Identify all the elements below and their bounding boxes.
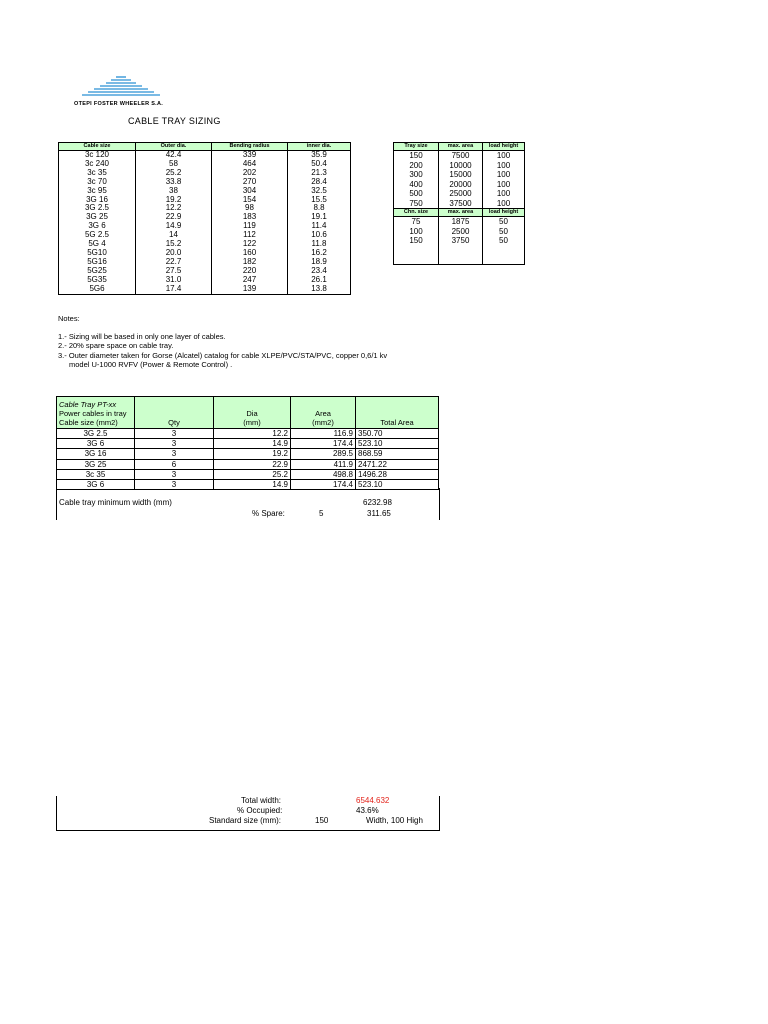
table-cell: 270	[212, 178, 288, 187]
table-cell: 116.9	[291, 429, 356, 439]
table-row	[394, 161, 525, 171]
table-cell: 50.4	[288, 160, 351, 169]
table-cell: 3750	[439, 236, 483, 246]
table-cell: 21.3	[288, 169, 351, 178]
table-cell: 100	[483, 151, 525, 161]
table-row	[394, 217, 525, 227]
table-row	[59, 187, 351, 196]
table-cell: 50	[483, 227, 525, 237]
table-cell: 3c 120	[59, 151, 136, 160]
table-cell: 3G 25	[59, 213, 136, 222]
table-row	[59, 240, 351, 249]
table-cell: 42.4	[136, 151, 212, 160]
standard-size-desc: Width, 100 High	[366, 816, 423, 825]
table-row	[394, 199, 525, 209]
company-logo	[80, 75, 162, 99]
table-row	[59, 276, 351, 285]
page-title: CABLE TRAY SIZING	[128, 116, 221, 126]
column-header: load height	[483, 143, 525, 151]
table-cell: 28.4	[288, 178, 351, 187]
column-header: max. area	[439, 143, 483, 151]
table-cell: 304	[212, 187, 288, 196]
table-cell: 300	[394, 170, 439, 180]
table-row	[57, 429, 439, 439]
cable-tray-header	[57, 397, 135, 429]
table-cell: 183	[212, 213, 288, 222]
column-header: Bending radius	[212, 143, 288, 151]
table-cell: 3G 6	[59, 222, 136, 231]
total-width-label: Total width:	[241, 796, 282, 805]
table-cell: 16.2	[288, 249, 351, 258]
table-row	[59, 169, 351, 178]
note-item: 1.- Sizing will be based in only one layer of cables.	[58, 331, 226, 341]
table-cell: 23.4	[288, 267, 351, 276]
table-cell: 202	[212, 169, 288, 178]
table-cell: 12.2	[136, 204, 212, 213]
channel-header-row	[394, 209, 525, 217]
table-cell: 3	[135, 469, 214, 479]
table-cell: 182	[212, 258, 288, 267]
table-cell: 3G 2.5	[59, 204, 136, 213]
table-cell: 220	[212, 267, 288, 276]
result-box	[56, 796, 440, 831]
standard-size-label: Standard size (mm):	[209, 816, 282, 825]
note-item: model U-1000 RVFV (Power & Remote Control) .	[69, 360, 233, 369]
table-cell: 20000	[439, 180, 483, 190]
table-cell: 19.2	[214, 449, 291, 459]
table-cell: 10.6	[288, 231, 351, 240]
table-cell: 15000	[439, 170, 483, 180]
table-cell: 17.4	[136, 285, 212, 294]
table-cell: 12.2	[214, 429, 291, 439]
spare-label: % Spare:	[252, 509, 285, 518]
area-header-unit: (mm2)	[312, 418, 334, 427]
table-cell: 2500	[439, 227, 483, 237]
table-cell: 100	[394, 227, 439, 237]
table-cell: 15.5	[288, 196, 351, 205]
dia-header-label: Dia	[246, 409, 258, 418]
table-cell: 1875	[439, 217, 483, 227]
spare-percent: 5	[319, 509, 324, 518]
table-row	[59, 222, 351, 231]
table-cell: 35.9	[288, 151, 351, 160]
table-cell: 20.0	[136, 249, 212, 258]
table-cell: 19.2	[136, 196, 212, 205]
table-cell: 411.9	[291, 459, 356, 469]
table-cell: 3G 16	[59, 196, 136, 205]
table-cell: 25.2	[214, 469, 291, 479]
table-cell: 5G 2.5	[59, 231, 136, 240]
table-cell: 50	[483, 236, 525, 246]
table-row	[59, 204, 351, 213]
table-row	[59, 249, 351, 258]
table-row	[394, 255, 525, 265]
table-row	[57, 449, 439, 459]
tray-size-table	[393, 142, 525, 265]
table-cell: 100	[483, 199, 525, 209]
table-cell: 3	[135, 439, 214, 449]
table-cell: 22.9	[136, 213, 212, 222]
table-cell: 464	[212, 160, 288, 169]
notes	[58, 314, 387, 370]
table-cell: 3c 35	[59, 169, 136, 178]
column-header: Cable size	[59, 143, 136, 151]
standard-size-value: 150	[315, 816, 329, 825]
table-cell: 37500	[439, 199, 483, 209]
table-cell: 58	[136, 160, 212, 169]
table-cell: 200	[394, 161, 439, 171]
cable-size-table	[58, 142, 351, 295]
table-cell: 174.4	[291, 439, 356, 449]
table-cell: 14	[136, 231, 212, 240]
table-cell: 5G25	[59, 267, 136, 276]
column-header: load height	[483, 209, 525, 217]
table-cell: 5G 4	[59, 240, 136, 249]
tray-desc-label: Power cables in tray	[59, 409, 127, 418]
table-cell: 1496.28	[356, 469, 439, 479]
table-cell: 98	[212, 204, 288, 213]
tray-id-label: Cable Tray PT-xx	[59, 400, 117, 409]
column-header: max. area	[439, 209, 483, 217]
table-cell: 3c 35	[57, 469, 135, 479]
table-cell: 3	[135, 449, 214, 459]
table-row	[59, 213, 351, 222]
table-row	[394, 180, 525, 190]
table-cell: 11.4	[288, 222, 351, 231]
table-cell: 18.9	[288, 258, 351, 267]
table-cell: 498.8	[291, 469, 356, 479]
table-cell: 3c 240	[59, 160, 136, 169]
tray-width-summary	[56, 488, 440, 520]
table-cell: 5G35	[59, 276, 136, 285]
table-row	[394, 189, 525, 199]
table-cell: 154	[212, 196, 288, 205]
min-width-label: Cable tray minimum width (mm)	[59, 498, 172, 507]
table-cell: 523.10	[356, 439, 439, 449]
table-row	[59, 160, 351, 169]
table-cell: 33.8	[136, 178, 212, 187]
table-cell: 160	[212, 249, 288, 258]
table-cell: 5G10	[59, 249, 136, 258]
table-cell: 3G 2.5	[57, 429, 135, 439]
table-cell: 25000	[439, 189, 483, 199]
table-cell: 14.9	[214, 439, 291, 449]
table-cell: 27.5	[136, 267, 212, 276]
table-cell: 6	[135, 459, 214, 469]
table-cell: 25.2	[136, 169, 212, 178]
table-cell: 3G 6	[57, 480, 135, 490]
table-cell: 19.1	[288, 213, 351, 222]
table-cell: 100	[483, 189, 525, 199]
table-cell: 247	[212, 276, 288, 285]
occupied-label: % Occupied:	[237, 806, 283, 815]
table-cell: 38	[136, 187, 212, 196]
table-cell: 5G6	[59, 285, 136, 294]
table-cell: 100	[483, 161, 525, 171]
table-cell: 174.4	[291, 480, 356, 490]
table-row	[394, 227, 525, 237]
table-row	[394, 246, 525, 255]
occupied-value: 43.6%	[356, 806, 379, 815]
total-width-value: 6544.632	[356, 796, 390, 805]
table-cell: 26.1	[288, 276, 351, 285]
table-row	[59, 196, 351, 205]
table-row	[59, 151, 351, 160]
column-header: Chn. size	[394, 209, 439, 217]
table-cell: 3	[135, 429, 214, 439]
table-row	[59, 267, 351, 276]
table-cell: 119	[212, 222, 288, 231]
table-row	[394, 151, 525, 161]
table-cell: 3G 6	[57, 439, 135, 449]
table-cell: 3	[135, 480, 214, 490]
table-cell: 150	[394, 151, 439, 161]
table-cell: 289.5	[291, 449, 356, 459]
table-cell: 3c 95	[59, 187, 136, 196]
note-item: 2.- 20% spare space on cable tray.	[58, 341, 174, 350]
table-row	[57, 469, 439, 479]
table-cell: 750	[394, 199, 439, 209]
table-cell: 523.10	[356, 480, 439, 490]
column-header: Outer dia.	[136, 143, 212, 151]
table-cell: 112	[212, 231, 288, 240]
table-row	[59, 178, 351, 187]
table-cell: 75	[394, 217, 439, 227]
table-cell: 22.7	[136, 258, 212, 267]
table-cell: 22.9	[214, 459, 291, 469]
note-item: 3.- Outer diameter taken for Gorse (Alcatel) catalog for cable XLPE/PVC/STA/PVC, copper 0,6/1 kv	[58, 350, 388, 360]
table-cell: 7500	[439, 151, 483, 161]
table-cell: 500	[394, 189, 439, 199]
dia-header-unit: (mm)	[243, 418, 261, 427]
table-row	[57, 459, 439, 469]
table-row	[394, 236, 525, 246]
area-header	[291, 397, 356, 429]
table-cell: 11.8	[288, 240, 351, 249]
table-cell: 15.2	[136, 240, 212, 249]
dia-header	[214, 397, 291, 429]
table-row	[59, 231, 351, 240]
min-width-value: 6232.98	[363, 498, 392, 507]
table-cell: 13.8	[288, 285, 351, 294]
table-row	[59, 285, 351, 294]
table-cell: 14.9	[136, 222, 212, 231]
table-row	[394, 170, 525, 180]
table-cell: 2471.22	[356, 459, 439, 469]
table-cell: 868.59	[356, 449, 439, 459]
table-cell: 14.9	[214, 480, 291, 490]
column-header: Tray size	[394, 143, 439, 151]
qty-header: Qty	[135, 397, 214, 429]
table-cell: 350.70	[356, 429, 439, 439]
spare-value: 311.65	[367, 509, 391, 518]
table-cell: 8.8	[288, 204, 351, 213]
table-cell: 150	[394, 236, 439, 246]
table-cell: 3G 25	[57, 459, 135, 469]
table-cell: 5G16	[59, 258, 136, 267]
table-cell: 3c 70	[59, 178, 136, 187]
table-cell: 32.5	[288, 187, 351, 196]
table-row	[59, 258, 351, 267]
area-header-label: Area	[315, 409, 331, 418]
table-cell: 3G 16	[57, 449, 135, 459]
table-cell: 50	[483, 217, 525, 227]
table-cell: 139	[212, 285, 288, 294]
table-cell: 31.0	[136, 276, 212, 285]
table-cell: 100	[483, 180, 525, 190]
column-header: inner dia.	[288, 143, 351, 151]
power-cables-table	[56, 396, 439, 490]
table-row	[57, 439, 439, 449]
table-cell: 100	[483, 170, 525, 180]
notes-heading: Notes:	[58, 314, 80, 323]
table-cell: 122	[212, 240, 288, 249]
company-name: OTEPI FOSTER WHEELER S.A.	[74, 101, 164, 107]
table-cell: 400	[394, 180, 439, 190]
total-area-header: Total Area	[356, 397, 439, 429]
cable-size-header: Cable size (mm2)	[59, 418, 118, 427]
table-cell: 339	[212, 151, 288, 160]
table-cell: 10000	[439, 161, 483, 171]
